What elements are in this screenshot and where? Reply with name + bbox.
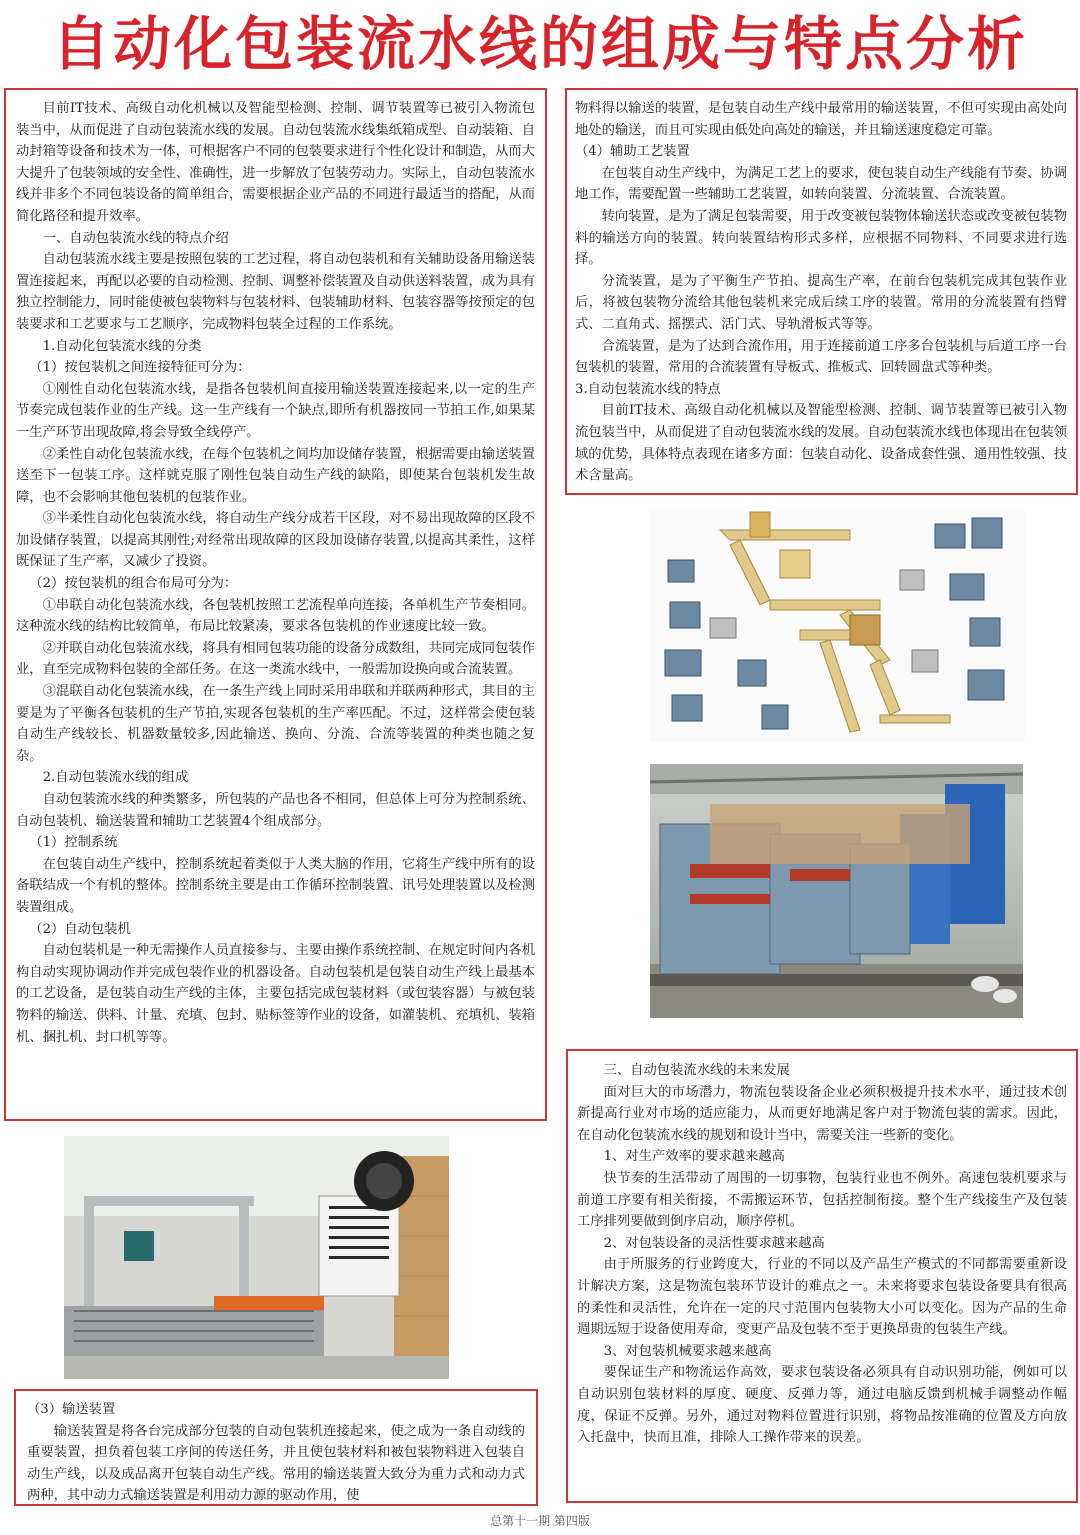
paragraph: 1、对生产效率的要求越来越高 bbox=[603, 1149, 785, 1165]
paragraph: 3.自动包装流水线的特点 bbox=[575, 381, 721, 397]
article-future-development bbox=[566, 1049, 1078, 1503]
paragraph: ②柔性自动化包装流水线，在每个包装机之间均加设储存装置，根据需要由输送装置送至下一包装工序。这样就克服了刚性包装自动生产线的缺陷，即使某台包装机发生故障，也不会影响其他包装机的包装作业。 bbox=[16, 446, 535, 505]
page-footer: 总第十一期 第四版 bbox=[490, 1514, 590, 1528]
paragraph: 分流装置，是为了平衡生产节拍、提高生产率，在前台包装机完成其包装作业后，将被包装物分流给其他包装机来完成后续工序的装置。常用的分流装置有挡臂式、二直角式、摇摆式、活门式、导轨滑板式等等。 bbox=[575, 273, 1067, 332]
paragraph: 要保证生产和物流运作高效，要求包装设备必须具有自动识别功能，例如可以自动识别包装材料的厚度、硬度、反弹力等，通过电脑反馈到机械手调整动作幅度，保证不反弹。另外，通过对物料位置进行识别，将物品按准确的位置及方向放入托盘中，快而且准，排除人工操作带来的误差。 bbox=[577, 1365, 1067, 1446]
paragraph: 目前IT技术、高级自动化机械以及智能型检测、控制、调节装置等已被引入物流包装当中，从而促进了自动包装流水线的发展。自动包装流水线也体现出在包装领域的优势，具体特点表现在诸多方面：包装自动化、设备成套性强、通用性较强、技术含量高。 bbox=[575, 403, 1067, 484]
paragraph: 3、对包装机械要求越来越高 bbox=[603, 1343, 772, 1359]
article-column-left bbox=[4, 88, 547, 1121]
paragraph: （1）按包装机之间连接特征可分为： bbox=[29, 360, 251, 376]
paragraph: 1.自动化包装流水线的分类 bbox=[42, 338, 202, 354]
paragraph: 2.自动包装流水线的组成 bbox=[42, 770, 189, 786]
paragraph: 在包装自动生产线中，为满足工艺上的要求，使包装自动生产线能有节奏、协调地工作，需要配置一些辅助工艺装置，如转向装置、分流装置、合流装置。 bbox=[575, 165, 1067, 203]
paragraph: 目前IT技术、高级自动化机械以及智能型检测、控制、调节装置等已被引入物流包装当中，从而促进了自动包装流水线的发展。自动包装流水线集纸箱成型、自动装箱、自动封箱等设备和技术为一体，可根据客户不同的包装要求进行个性化设计和制造，从而大大提升了包装领域的安全性、准确性，进一步解放了包装劳动力。实际上，自动包装流水线并非多个不同包装设备的简单组合，需要根据企业产品的不同进行最适当的搭配，从而简化路径和提升效率。 bbox=[16, 101, 535, 224]
paragraph: 快节奏的生活带动了周围的一切事物，包装行业也不例外。高速包装机要求与前道工序要有相关衔接，不需搬运环节，包括控制衔接。整个生产线接生产及包装工序排列要做到倒序启动，顺序停机。 bbox=[577, 1170, 1067, 1230]
paragraph: ③半柔性自动化包装流水线，将自动生产线分成若干区段，对不易出现故障的区段不加设储存装置，以提高其刚性;对经常出现故障的区段加设储存装置,以提高其柔性，这样既保证了生产率，又减少了投资。 bbox=[16, 511, 535, 570]
paragraph: （4）辅助工艺装置 bbox=[575, 144, 690, 160]
paragraph: 三、自动包装流水线的未来发展 bbox=[603, 1063, 790, 1078]
paragraph: 自动包装机是一种无需操作人员直接参与、主要由操作系统控制、在规定时间内各机构自动实现协调动作并完成包装作业的机器设备。自动包装机是包装自动生产线上最基本的工艺设备，是包装自动生产线的主体，主要包括完成包装材料（或包装容器）与被包装物料的输送、供料、计量、充填、包封、贴标签等作业的设备，如灌装机、充填机、装箱机、捆扎机、封口机等等。 bbox=[16, 943, 535, 1045]
paragraph: 2、对包装设备的灵活性要求越来越高 bbox=[603, 1235, 825, 1251]
paragraph: 自动包装流水线主要是按照包装的工艺过程，将自动包装机和有关辅助设备用输送装置连接起来，再配以必要的自动检测、控制、调整补偿装置及自动供送料装置，成为具有独立控制能力，同时能使被包装物料与包装材料、包装辅助材料、包装容器等按预定的包装要求和工艺要求与工艺顺序，完成物料包装全过程的工作系统。 bbox=[16, 252, 535, 332]
paragraph: （3）输送装置 bbox=[27, 1402, 116, 1417]
paragraph: 在包装自动生产线中，控制系统起着类似于人类大脑的作用，它将生产线中所有的设备联结成一个有机的整体。控制系统主要是由工作循环控制装置、讯号处理装置以及检测装置组成。 bbox=[16, 856, 535, 915]
paragraph: 自动包装流水线的种类繁多，所包装的产品也各不相同，但总体上可分为控制系统、自动包装机、输送装置和辅助工艺装置4个组成部分。 bbox=[16, 792, 535, 829]
paragraph: ③混联自动化包装流水线，在一条生产线上同时采用串联和并联两种形式，其目的主要是为了平衡各包装机的生产节拍,实现各包装机的生产率匹配。不过，这样常会使包装自动生产线较长、机器数量较多,因此输送、换向、分流、合流等装置的种类也随之复杂。 bbox=[16, 684, 535, 764]
paragraph: （2）自动包装机 bbox=[29, 921, 131, 937]
paragraph: 物料得以输送的装置，是包装自动生产线中最常用的输送装置，不但可实现由高处向地处的输送，而且可实现由低处向高处的输送，并且输送速度稳定可靠。 bbox=[575, 101, 1067, 138]
paragraph: 输送装置是将各台完成部分包装的自动包装机连接起来，使之成为一条自动线的重要装置，担负着包装工序间的传送任务，并且使包装材料和被包装物料进入包装自动生产线，以及成品离开包装自动生产线。常用的输送装置大致分为重力式和动力式两种，其中动力式输送装置是利用动力源的驱动作用，使 bbox=[27, 1423, 525, 1504]
paragraph: 一、自动包装流水线的特点介绍 bbox=[42, 230, 229, 246]
page-title: 自动化包装流水线的组成与特点分析 bbox=[51, 10, 1028, 78]
paragraph: （2）按包装机的组合布局可分为： bbox=[29, 576, 238, 592]
bag-making-machine-photo bbox=[650, 764, 1023, 1018]
paragraph: 面对巨大的市场潜力，物流包装设备企业必须积极提升技术水平，通过技术创新提高行业对市场的适应能力，从而更好地满足客户对于物流包装的需求。因此，在自动化包装流水线的规划和设计当中，需要关注一些新的变化。 bbox=[577, 1084, 1067, 1143]
paragraph: 由于所服务的行业跨度大，行业的不同以及产品生产模式的不同都需要重新设计解决方案，这是物流包装环节设计的难点之一。未来将要求包装设备要具有很高的柔性和灵活性，允许在一定的尺寸范围内包装物大小可以变化。因为产品的生命週期远短于设备使用寿命，变更产品及包装不至于更换昂贵的包装生产线。 bbox=[577, 1257, 1067, 1338]
paragraph: 转向装置，是为了满足包装需要，用于改变被包装物体输送状态或改变被包装物料的输送方向的装置。转向装置结构形式多样，应根据不同物料、不同要求进行选择。 bbox=[575, 208, 1067, 268]
article-column-right-top bbox=[565, 88, 1078, 495]
paragraph: ②并联自动化包装流水线，将具有相同包装功能的设备分成数组，共同完成同包装作业，直至完成物料包装的全部任务。在这一类流水线中，一般需加设换向或合流装置。 bbox=[16, 640, 535, 678]
packaging-line-layout-figure bbox=[650, 510, 1026, 742]
paragraph: ①串联自动化包装流水线，各包装机按照工艺流程单向连接，各单机生产节奏相同。这种流水线的结构比较简单，布局比较紧凑，要求各包装机的作业速度比较一致。 bbox=[16, 597, 535, 635]
paragraph: ①刚性自动化包装流水线，是指各包装机间直接用输送装置连接起来,以一定的生产节奏完成包装作业的生产线。这一生产线有一个缺点,即所有机器按同一节拍工作,如果某一生产环节出现故障,将会导致全线停产。 bbox=[16, 381, 535, 440]
paragraph: 合流装置，是为了达到合流作用，用于连接前道工序多台包装机与后道工序一台包装机的装置，常用的合流装置有导板式、推板式、回转圆盘式等种类。 bbox=[575, 338, 1067, 376]
article-conveyor-section bbox=[14, 1389, 538, 1506]
paragraph: （1）控制系统 bbox=[29, 835, 118, 851]
carton-sealer-photo bbox=[64, 1136, 449, 1379]
